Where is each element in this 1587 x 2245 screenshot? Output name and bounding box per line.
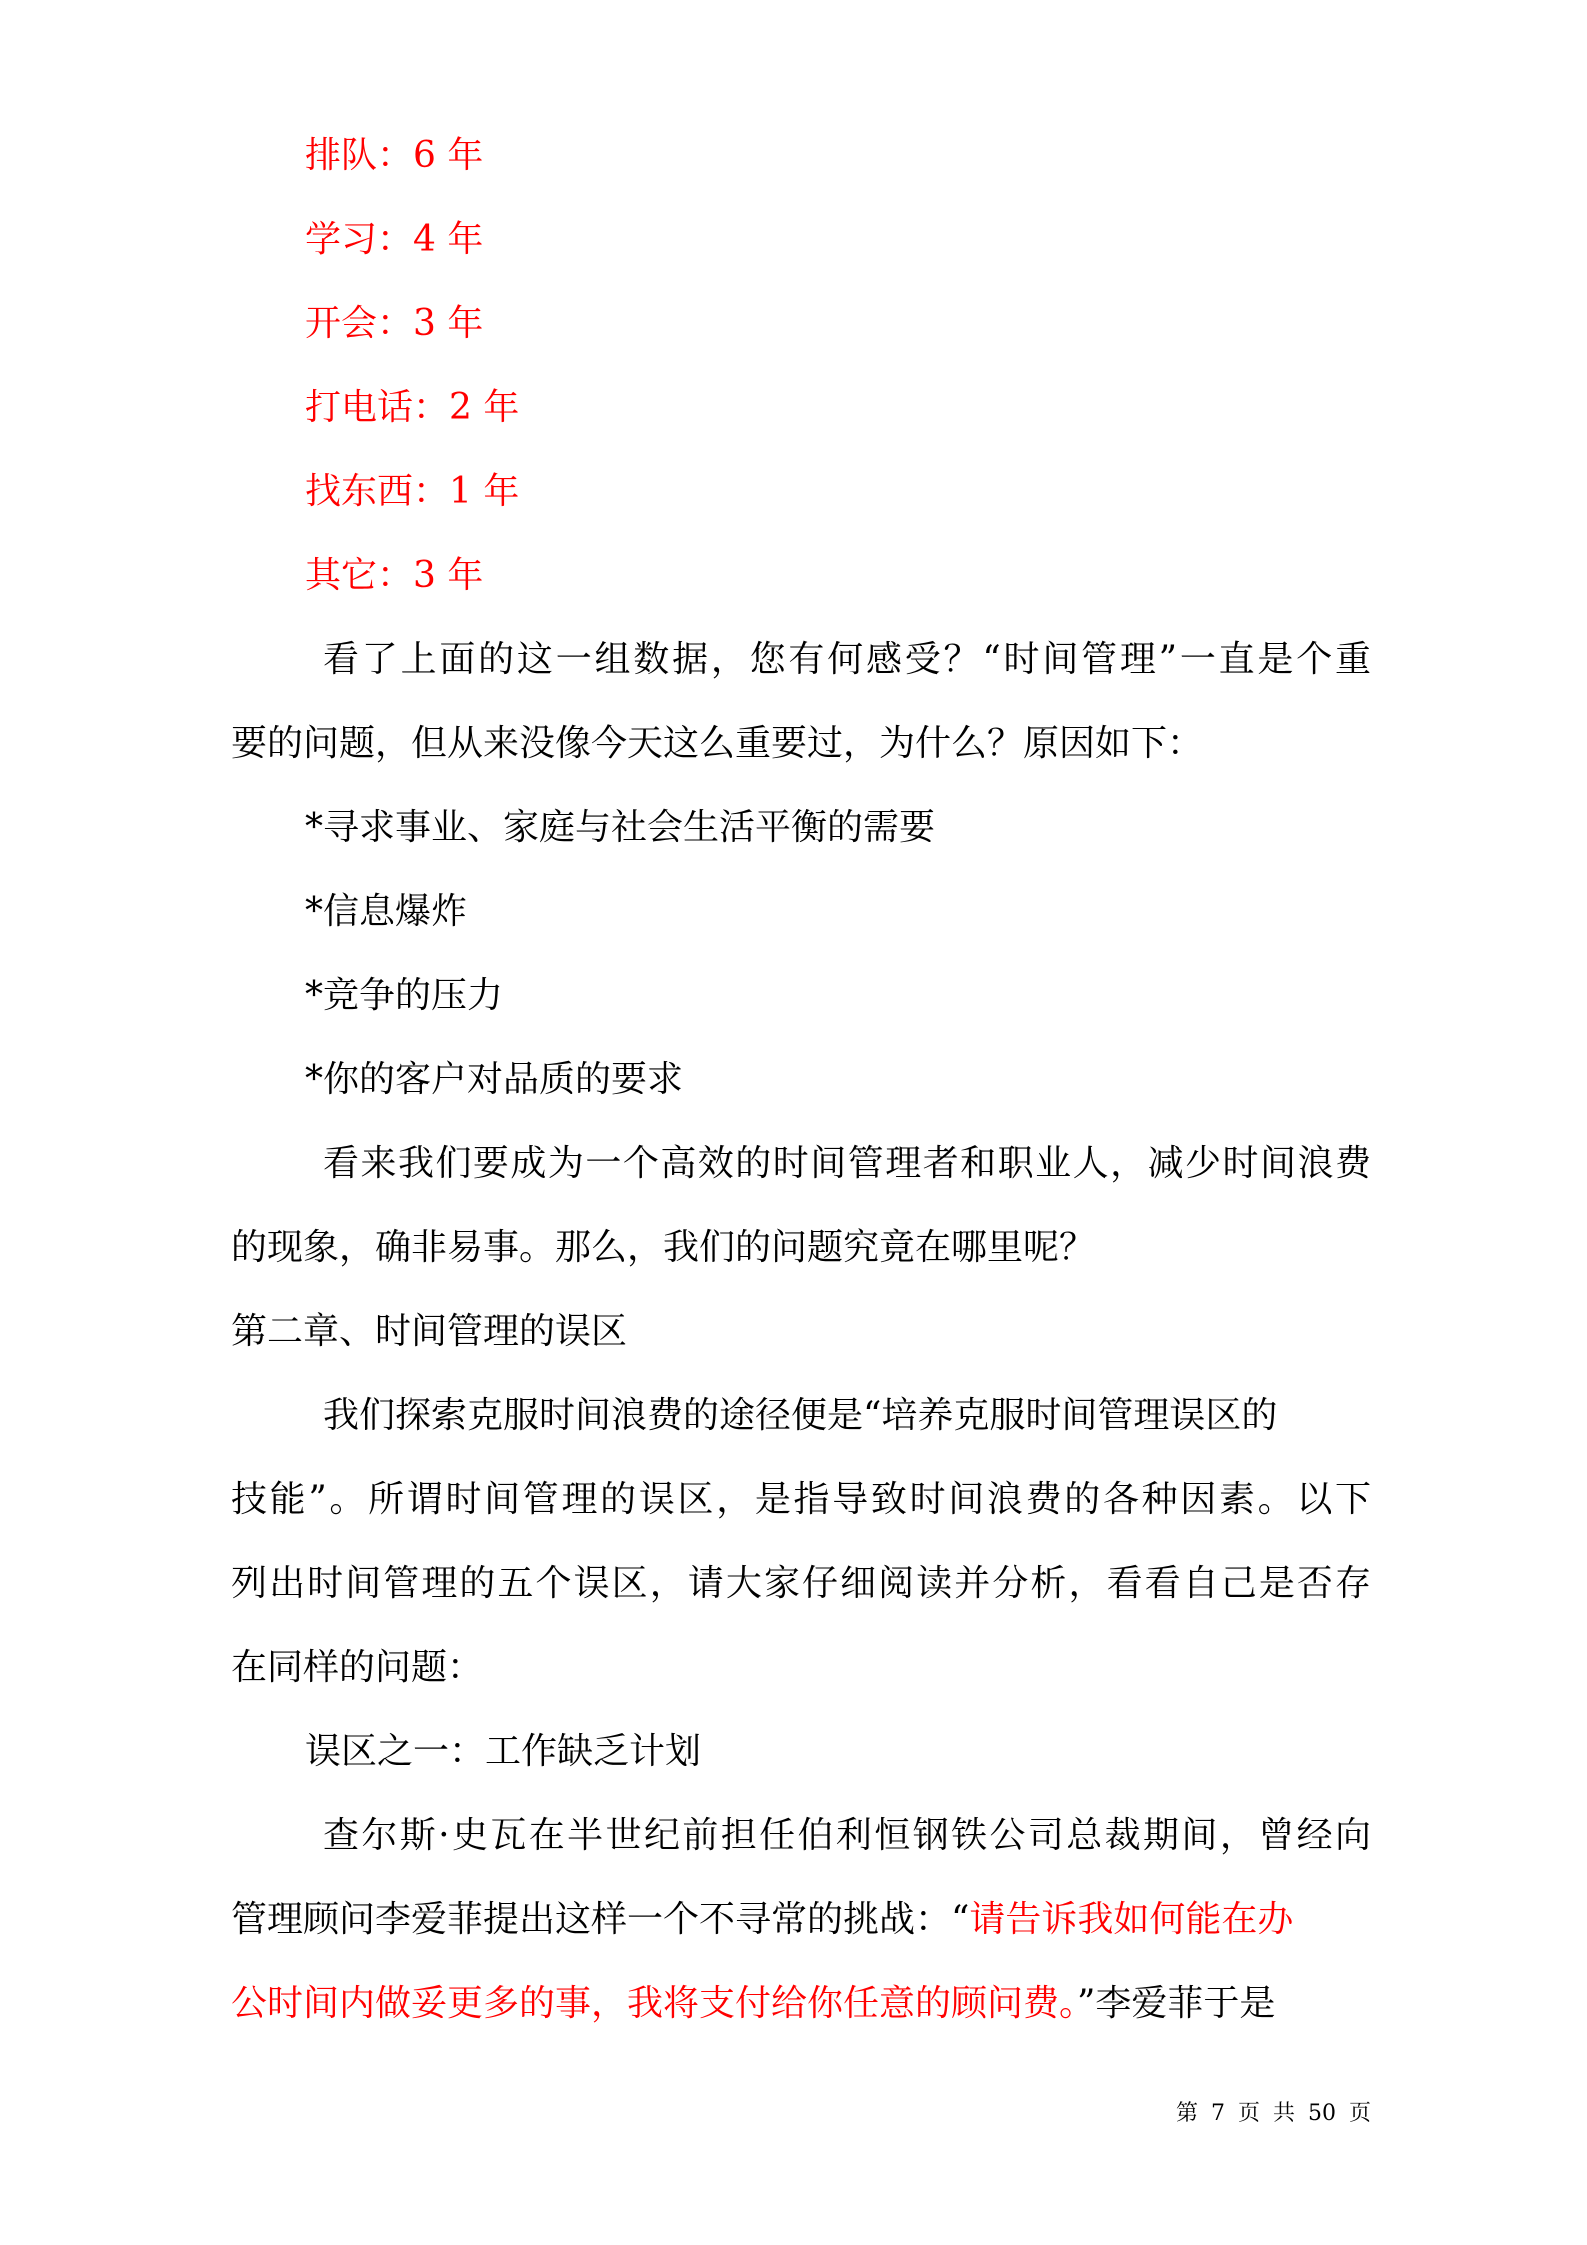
paragraph-line: 技能”。所谓时间管理的误区，是指导致时间浪费的各种因素。以下 — [231, 1479, 1371, 1520]
reason-item: *竞争的压力 — [305, 975, 504, 1016]
paragraph-line: 查尔斯·史瓦在半世纪前担任伯利恒钢铁公司总裁期间，曾经向 — [323, 1815, 1371, 1856]
paragraph-line: 的现象，确非易事。那么，我们的问题究竟在哪里呢？ — [231, 1227, 1096, 1268]
body-text — [231, 114, 1371, 2046]
quote-text: 请告诉我如何能在办 — [969, 1899, 1294, 1940]
time-list-item: 学习：4 年 — [305, 219, 484, 260]
page-number: 第 7 页 共 50 页 — [1176, 2101, 1371, 2126]
paragraph-line: 我们探索克服时间浪费的途径便是“培养克服时间管理误区的 — [323, 1395, 1278, 1436]
paragraph-line: 在同样的问题： — [231, 1647, 484, 1688]
reason-item: *你的客户对品质的要求 — [305, 1059, 684, 1100]
paragraph-line: 要的问题，但从来没像今天这么重要过，为什么？原因如下： — [231, 723, 1204, 764]
time-list-item: 排队：6 年 — [305, 135, 484, 176]
text-segment: ”李爱菲于是 — [1077, 1983, 1276, 2024]
chapter-heading: 第二章、时间管理的误区 — [231, 1311, 628, 1352]
paragraph-line: 看来我们要成为一个高效的时间管理者和职业人，减少时间浪费 — [323, 1143, 1371, 1184]
quote-text: 公时间内做妥更多的事，我将支付给你任意的顾问费。 — [231, 1983, 1078, 2024]
time-list-item: 开会：3 年 — [305, 303, 484, 344]
paragraph-line: 列出时间管理的五个误区，请大家仔细阅读并分析，看看自己是否存 — [231, 1563, 1371, 1604]
text-segment: 管理顾问李爱菲提出这样一个不寻常的挑战：“ — [231, 1899, 970, 1940]
paragraph-line: 看了上面的这一组数据，您有何感受？“时间管理”一直是个重 — [323, 639, 1371, 680]
time-list-item: 其它：3 年 — [305, 555, 484, 596]
section-heading: 误区之一：工作缺乏计划 — [305, 1731, 702, 1772]
time-list-item: 找东西：1 年 — [305, 471, 520, 512]
time-list-item: 打电话：2 年 — [305, 387, 520, 428]
reason-item: *寻求事业、家庭与社会生活平衡的需要 — [305, 807, 936, 848]
paragraph-line — [231, 1878, 1371, 1962]
reason-item: *信息爆炸 — [305, 891, 468, 932]
paragraph-line — [231, 1962, 1371, 2046]
